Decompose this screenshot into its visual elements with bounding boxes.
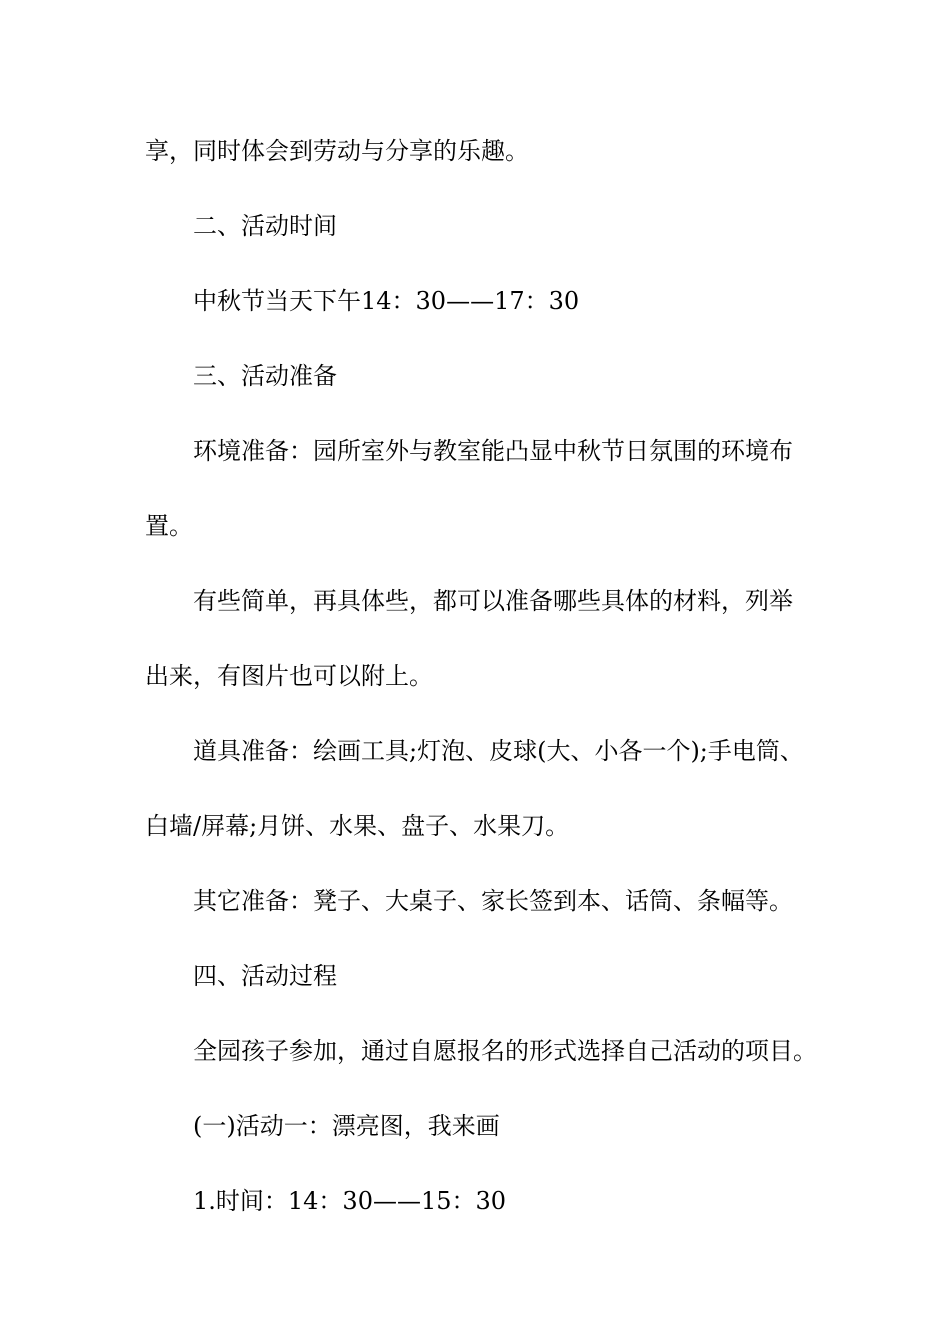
section-heading-time: 二、活动时间: [193, 212, 337, 240]
section-heading-preparation: 三、活动准备: [193, 362, 337, 390]
participation-line: 全园孩子参加，通过自愿报名的形式选择自己活动的项目。: [193, 1037, 817, 1065]
section-heading-process: 四、活动过程: [193, 962, 337, 990]
activity-one-heading: (一)活动一：漂亮图，我来画: [193, 1112, 500, 1140]
environment-preparation-line: 环境准备：园所室外与教室能凸显中秋节日氛围的环境布: [193, 437, 793, 465]
props-preparation-line: 道具准备：绘画工具;灯泡、皮球(大、小各一个);手电筒、: [193, 737, 804, 765]
props-preparation-continuation: 白墙/屏幕;月饼、水果、盘子、水果刀。: [145, 812, 570, 840]
note-line: 有些简单，再具体些，都可以准备哪些具体的材料，列举: [193, 587, 793, 615]
note-continuation: 出来，有图片也可以附上。: [145, 662, 433, 690]
other-preparation-line: 其它准备：凳子、大桌子、家长签到本、话筒、条幅等。: [193, 887, 793, 915]
paragraph-continuation-line: 享，同时体会到劳动与分享的乐趣。: [145, 137, 529, 165]
environment-preparation-continuation: 置。: [145, 512, 193, 540]
activity-time-text: 中秋节当天下午14：30——17：30: [193, 287, 580, 315]
activity-one-time: 1.时间：14：30——15：30: [193, 1187, 507, 1215]
